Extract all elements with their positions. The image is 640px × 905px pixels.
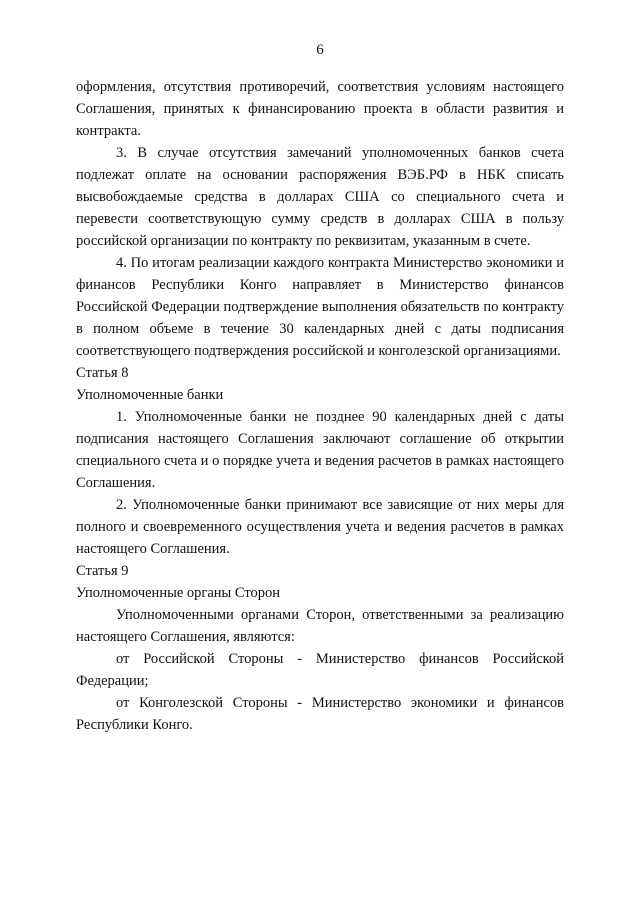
page-number: 6 [316, 42, 324, 58]
paragraph-clause-4: 4. По итогам реализации каждого контракта Министерство экономики и финансов Республики Конго направляет в Министерство финансов Российской Федерации подтверждение выполнения обязательств по контракту в полном объеме в течение 30 календарных дней с даты подписания соответствующего подтверждения российской и конголезской организациями. [76, 255, 564, 359]
article-8-paragraph-2: 2. Уполномоченные банки принимают все зависящие от них меры для полного и своевременного осуществления учета и ведения расчетов в рамках настоящего Соглашения. [76, 497, 564, 557]
article-9-title: Статья 9 [76, 563, 129, 579]
paragraph-clause-3: 3. В случае отсутствия замечаний уполномоченных банков счета подлежат оплате на основании распоряжения ВЭБ.РФ в НБК списать высвобождаемые средства в долларах США со специального счета и перевести соответствующую сумму средств в долларах США в пользу российской организации по контракту по реквизитам, указанным в счете. [76, 145, 564, 249]
article-9-subtitle: Уполномоченные органы Сторон [76, 585, 281, 601]
article-8-subtitle: Уполномоченные банки [76, 387, 224, 403]
article-8-title: Статья 8 [76, 365, 129, 381]
article-9-paragraph-1: Уполномоченными органами Сторон, ответственными за реализацию настоящего Соглашения, являются: [76, 607, 564, 645]
paragraph-continuation: оформления, отсутствия противоречий, соответствия условиям настоящего Соглашения, принятых к финансированию проекта в области развития и контракта. [76, 79, 564, 139]
article-9-paragraph-3: от Конголезской Стороны - Министерство экономики и финансов Республики Конго. [76, 695, 564, 733]
article-8-paragraph-1: 1. Уполномоченные банки не позднее 90 календарных дней с даты подписания настоящего Соглашения заключают соглашение об открытии специального счета и о порядке учета и ведения расчетов в рамках настоящего Соглашения. [76, 409, 564, 491]
article-9-paragraph-2: от Российской Стороны - Министерство финансов Российской Федерации; [76, 651, 564, 689]
document-body [76, 76, 564, 736]
